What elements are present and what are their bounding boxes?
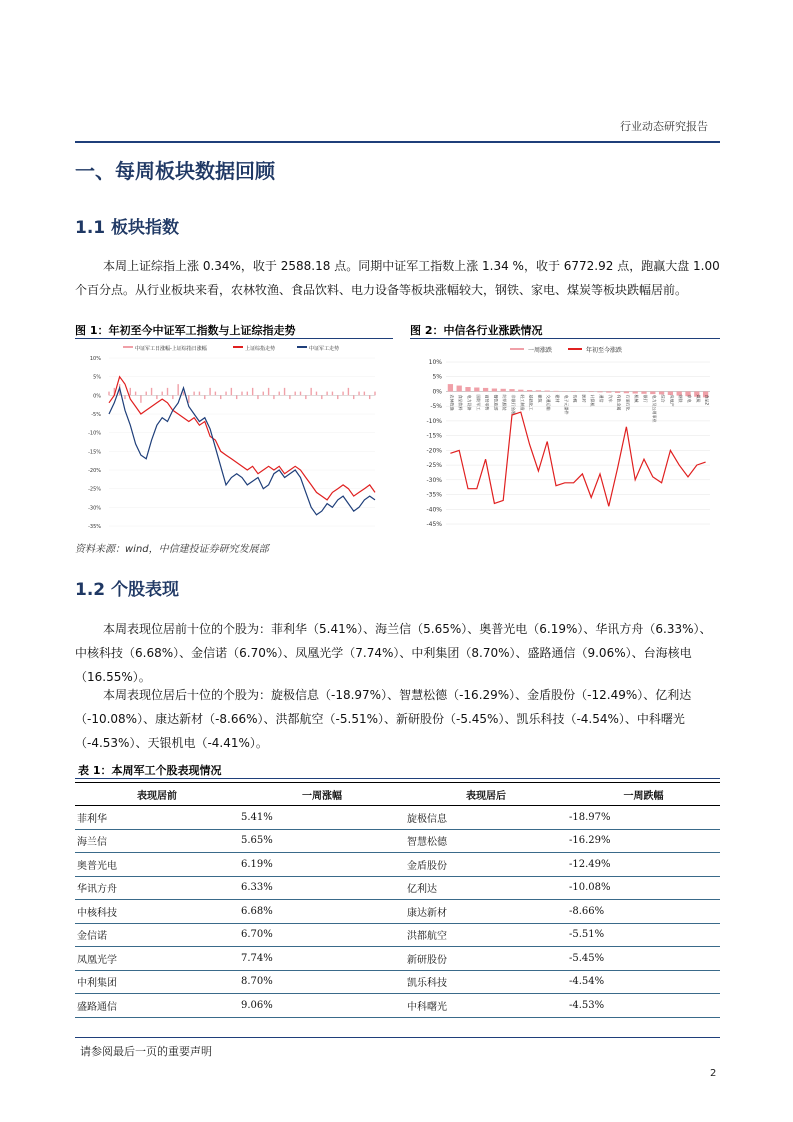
f1-diff-bar — [300, 392, 301, 396]
f2-ytd-line — [450, 412, 705, 506]
stocks-top-paragraph: 本周表现位居前十位的个股为：菲利华（5.41%）、海兰信（5.65%）、奥普光电（6.19%）、华讯方舟（6.33%）、中核科技（6.68%）、金信诺（6.70%）、凤凰光学（7.74%）、中利集团（8.70%）、盛路通信（9.06%）、台海核电（16.55%）。 — [75, 622, 712, 684]
f1-diff-bar — [215, 392, 216, 396]
f2-category-label: 通信 — [599, 394, 604, 403]
figure1-caption: 图 1：年初至今中证军工指数与上证综指走势 — [75, 324, 296, 337]
f2-category-label: 国防军工 — [475, 394, 481, 411]
bottom-stock-change: -18.97% — [567, 806, 720, 830]
subsection-title-index: 1.1 板块指数 — [75, 218, 180, 238]
f1-ytick-label: -35% — [88, 524, 101, 530]
bottom-stock-name: 金盾股份 — [405, 853, 567, 877]
table-row — [75, 994, 720, 1018]
f1-ytick-label: -30% — [88, 505, 101, 512]
figure1-chart — [75, 340, 393, 535]
col-header-bottom: 表现居后 — [405, 783, 567, 806]
f1-diff-bar — [295, 392, 296, 396]
f1-ytick-label: 10% — [89, 356, 101, 362]
figure-source-note: 资料来源：wind，中信建投证券研究发展部 — [75, 544, 269, 555]
bottom-stock-name: 亿利达 — [405, 876, 567, 900]
page-number: 2 — [710, 1068, 717, 1079]
f2-category-label: 有色金属 — [616, 394, 622, 411]
table-row — [75, 923, 720, 947]
subsection-title-stocks: 1.2 个股表现 — [75, 580, 180, 600]
f2-ytick-label: 5% — [432, 373, 442, 381]
f2-week-bar — [633, 391, 638, 393]
f1-diff-bar — [188, 395, 189, 402]
f2-ytick-label: 10% — [428, 359, 442, 366]
stock-performance-table — [75, 782, 720, 1018]
top-stock-change: 6.68% — [239, 900, 405, 924]
f2-ytick-label: -10% — [426, 417, 442, 425]
f1-diff-bar — [177, 384, 178, 395]
f1-diff-bar — [247, 392, 248, 396]
figure1-caption-rule — [75, 338, 393, 339]
f2-category-label: 电子元器件 — [563, 394, 569, 415]
table1-caption: 表 1：本周军工个股表现情况 — [78, 764, 222, 777]
f1-diff-bar — [130, 388, 131, 395]
f1-diff-bar — [209, 388, 210, 395]
f2-category-label: 医药 — [581, 394, 587, 403]
index-paragraph: 本周上证综指上涨 0.34%，收于 2588.18 点。同期中证军工指数上涨 1.34 %，收于 6772.92 点，跑赢大盘 1.00 个百分点。从行业板块来看，农林牧渔、食品饮料、电力设备等板块涨幅较大，钢铁、家电、煤炭等板块跌幅居前。 — [75, 259, 720, 297]
f2-ytick-label: -35% — [426, 491, 442, 499]
f1-diff-bar — [358, 392, 359, 396]
top-stock-change: 9.06% — [239, 994, 405, 1018]
f2-category-label: 房地产 — [669, 394, 675, 407]
f2-category-label: 纺织服装 — [502, 394, 508, 411]
f2-ytick-label: -30% — [426, 476, 442, 484]
top-stock-name: 菲利华 — [75, 806, 239, 830]
header-divider — [75, 141, 720, 143]
bottom-stock-change: -12.49% — [567, 853, 720, 877]
f2-category-label: 煤炭 — [695, 394, 701, 403]
f2-category-label: 银行 — [643, 394, 648, 403]
bottom-stock-name: 旋极信息 — [405, 806, 567, 830]
f2-ytick-label: -40% — [426, 506, 442, 514]
f2-week-bar — [474, 388, 479, 392]
f1-diff-bar — [146, 392, 147, 396]
legend-label-ytd: 年初至今涨跌 — [586, 347, 623, 354]
f1-ytick-label: -10% — [88, 430, 101, 437]
f2-ytick-label: 0% — [432, 388, 442, 396]
f2-ytick-label: -15% — [426, 432, 442, 440]
f2-week-bar — [483, 388, 488, 392]
bottom-stock-change: -10.08% — [567, 876, 720, 900]
table-row — [75, 900, 720, 924]
f2-category-label: 电力及公用事业 — [651, 394, 657, 423]
top-stock-name: 中利集团 — [75, 970, 239, 994]
f2-category-label: 建筑 — [537, 394, 543, 403]
footer-divider — [75, 1037, 720, 1038]
top-stock-name: 中核科技 — [75, 900, 239, 924]
bottom-stock-change: -4.53% — [567, 994, 720, 1018]
f1-diff-bar — [332, 392, 333, 396]
top-stock-name: 华讯方舟 — [75, 876, 239, 900]
f1-diff-bar — [167, 388, 168, 395]
top-stock-name: 海兰信 — [75, 829, 239, 853]
f1-diff-bar — [364, 392, 365, 396]
bottom-stock-name: 康达新材 — [405, 900, 567, 924]
f1-diff-bar — [369, 395, 370, 399]
legend-label-diff: 中证军工日涨幅-上证综指日涨幅 — [135, 346, 207, 352]
legend-label-sse: 上证综指走势 — [245, 346, 276, 352]
table1-caption-rule — [75, 778, 720, 779]
top-stock-change: 6.70% — [239, 923, 405, 947]
top-stock-change: 7.74% — [239, 947, 405, 971]
f1-diff-bar — [183, 392, 184, 396]
bottom-stock-change: -16.29% — [567, 829, 720, 853]
top-stock-change: 6.33% — [239, 876, 405, 900]
bottom-stock-change: -8.66% — [567, 900, 720, 924]
f1-diff-bar — [236, 395, 237, 399]
table-row — [75, 806, 720, 830]
f1-diff-bar — [193, 392, 194, 396]
figure2-chart — [410, 340, 720, 535]
bottom-stock-change: -5.51% — [567, 923, 720, 947]
f1-diff-bar — [273, 395, 274, 399]
f1-diff-bar — [241, 392, 242, 396]
f1-diff-bar — [263, 392, 264, 396]
col-header-bottom-change: 一周跌幅 — [567, 783, 720, 806]
f2-ytick-label: -45% — [426, 521, 442, 528]
bottom-stock-name: 智慧松德 — [405, 829, 567, 853]
f2-week-bar — [527, 390, 532, 391]
f2-week-bar — [509, 389, 514, 391]
f2-week-bar — [553, 391, 558, 392]
f2-week-bar — [501, 389, 506, 392]
f2-category-label: 家电 — [687, 394, 692, 403]
f2-category-label: 钢铁 — [678, 394, 684, 403]
table-row — [75, 947, 720, 971]
f1-diff-bar — [289, 395, 290, 399]
f1-diff-bar — [162, 392, 163, 396]
f2-category-label: 基础化工 — [528, 394, 534, 411]
figure2-caption-rule — [410, 338, 720, 339]
f2-week-bar — [545, 391, 550, 392]
table-row — [75, 853, 720, 877]
top-stock-change: 5.41% — [239, 806, 405, 830]
table-row — [75, 876, 720, 900]
top-stock-name: 金信诺 — [75, 923, 239, 947]
f1-diff-bar — [108, 392, 109, 396]
f2-category-label: 食品2 — [704, 394, 710, 406]
f1-diff-bar — [326, 392, 327, 396]
f1-diff-bar — [321, 395, 322, 399]
legend-swatch-week — [510, 348, 524, 350]
legend-label-week: 一周涨跌 — [528, 347, 553, 354]
footer-disclaimer: 请参阅最后一页的重要声明 — [80, 1045, 212, 1058]
f1-diff-bar — [124, 395, 125, 399]
legend-swatch-diff — [123, 346, 133, 348]
f1-diff-bar — [220, 395, 221, 399]
f2-week-bar — [465, 387, 470, 391]
f1-diff-bar — [156, 395, 157, 399]
f1-diff-bar — [172, 395, 173, 399]
f2-category-label: 机械 — [634, 394, 640, 403]
f1-diff-bar — [231, 388, 232, 395]
legend-swatch-defense — [297, 346, 307, 348]
f2-week-bar — [457, 386, 462, 392]
bottom-stock-name: 中科曙光 — [405, 994, 567, 1018]
f1-ytick-label: -15% — [88, 449, 101, 456]
f1-diff-bar — [279, 392, 280, 396]
f1-ytick-label: -5% — [91, 412, 101, 418]
f1-diff-bar — [342, 392, 343, 396]
f2-week-bar — [536, 390, 541, 391]
table-header-row — [75, 783, 720, 806]
f2-week-bar — [518, 390, 523, 392]
f2-category-label: 计算机 — [590, 394, 596, 407]
f2-category-label: 农林牧渔 — [449, 394, 455, 411]
f1-diff-bar — [337, 395, 338, 399]
f1-diff-bar — [151, 388, 152, 395]
legend-swatch-sse — [233, 346, 243, 348]
f1-diff-bar — [268, 388, 269, 395]
f2-week-bar — [448, 384, 453, 391]
f2-week-bar — [641, 391, 646, 393]
section-title: 一、每周板块数据回顾 — [75, 159, 275, 183]
f1-diff-bar — [140, 395, 141, 402]
bottom-stock-name: 洪都航空 — [405, 923, 567, 947]
f1-diff-bar — [225, 392, 226, 396]
f2-ytick-label: -5% — [430, 403, 442, 411]
bottom-stock-name: 新研股份 — [405, 947, 567, 971]
f1-diff-bar — [353, 395, 354, 399]
f2-category-label: 非银行金融 — [511, 394, 516, 415]
f2-category-label: 传媒 — [572, 394, 578, 403]
figure2-caption: 图 2：中信各行业涨跌情况 — [410, 324, 543, 337]
f2-week-bar — [606, 391, 611, 392]
f1-diff-bar — [257, 395, 258, 399]
top-stock-name: 盛路通信 — [75, 994, 239, 1018]
table-row — [75, 970, 720, 994]
legend-label-defense: 中证军工走势 — [309, 346, 340, 352]
f2-category-label: 交通运输 — [546, 394, 552, 411]
f1-diff-bar — [310, 388, 311, 395]
f2-week-bar — [589, 391, 594, 392]
f2-category-label: 汽车 — [607, 394, 613, 403]
f1-ytick-label: -25% — [88, 486, 101, 493]
top-stock-change: 6.19% — [239, 853, 405, 877]
legend-swatch-ytd — [568, 348, 582, 350]
bottom-stock-change: -5.45% — [567, 947, 720, 971]
f1-diff-bar — [316, 392, 317, 396]
top-stock-name: 奥普光电 — [75, 853, 239, 877]
f2-week-bar — [624, 391, 629, 393]
top-stock-name: 凤凰光学 — [75, 947, 239, 971]
top-stock-change: 5.65% — [239, 829, 405, 853]
f2-category-label: 建材 — [555, 394, 560, 403]
f1-diff-bar — [305, 395, 306, 399]
col-header-top-change: 一周涨幅 — [239, 783, 405, 806]
table-row — [75, 829, 720, 853]
col-header-top: 表现居前 — [75, 783, 239, 806]
f1-diff-bar — [204, 395, 205, 399]
f2-week-bar — [597, 391, 602, 392]
f2-category-label: 食品饮料 — [458, 394, 464, 411]
f1-diff-bar — [252, 388, 253, 395]
f2-week-bar — [615, 391, 620, 392]
f1-diff-bar — [135, 392, 136, 396]
f1-diff-bar — [374, 392, 375, 396]
f2-category-label: 商贸零售 — [484, 394, 490, 411]
f2-category-label: 轻工制造 — [519, 394, 525, 411]
f1-ytick-label: 0% — [93, 393, 101, 400]
f2-ytick-label: -25% — [426, 462, 442, 470]
f2-category-label: 综合 — [660, 394, 666, 403]
f1-diff-bar — [348, 388, 349, 395]
f2-week-bar — [492, 389, 497, 392]
f2-ytick-label: -20% — [426, 447, 442, 455]
f1-diff-bar — [199, 392, 200, 396]
f1-ytick-label: -20% — [88, 468, 101, 474]
f2-week-bar — [571, 391, 576, 392]
report-type-label: 行业动态研究报告 — [620, 120, 708, 133]
f2-category-label: 电力设备 — [467, 394, 472, 411]
stocks-bottom-paragraph: 本周表现位居后十位的个股为：旋极信息（-18.97%）、智慧松德（-16.29%）、金盾股份（-12.49%）、亿利达（-10.08%）、康达新材（-8.66%）、洪都航空（-5.51%）、新研股份（-5.45%）、凯乐科技（-4.54%）、中科曙光（-4.53%）、天银机电（-4.41%）。 — [75, 688, 692, 750]
f1-diff-bar — [284, 388, 285, 395]
f1-ytick-label: 5% — [93, 374, 101, 381]
bottom-stock-change: -4.54% — [567, 970, 720, 994]
f2-category-label: 餐饮旅游 — [493, 394, 499, 411]
bottom-stock-name: 凯乐科技 — [405, 970, 567, 994]
f2-category-label: 石油石化 — [625, 394, 631, 411]
top-stock-change: 8.70% — [239, 970, 405, 994]
